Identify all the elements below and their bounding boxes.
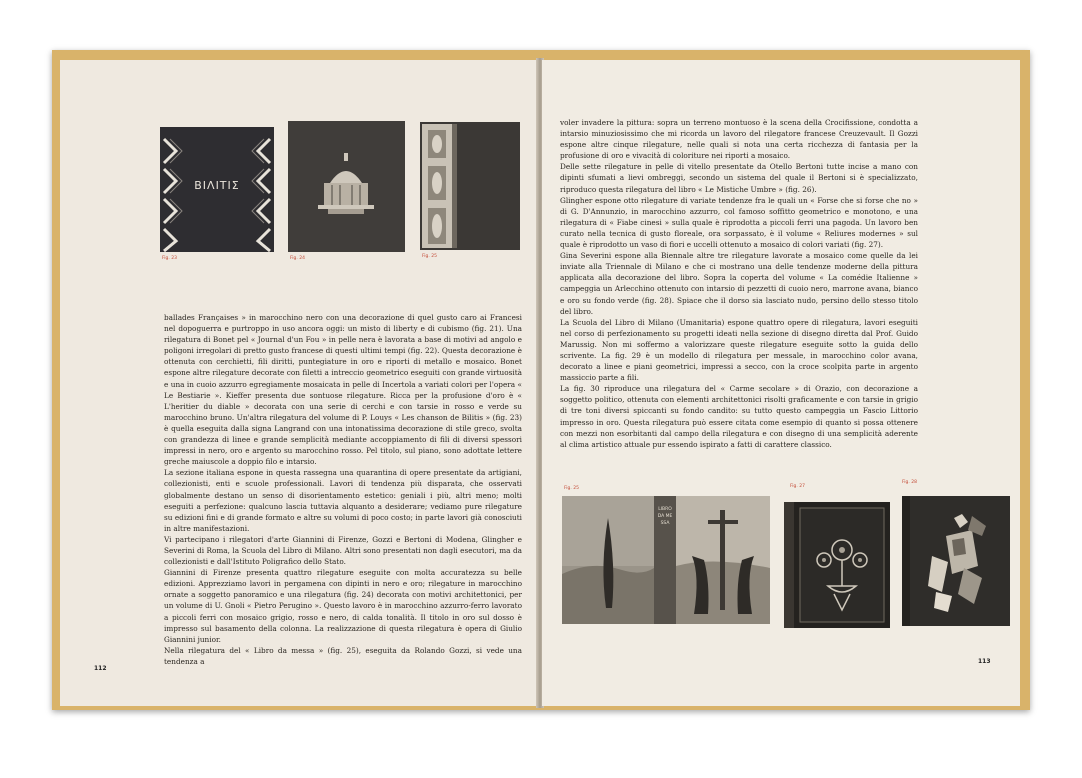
paragraph: La sezione italiana espone in questa rassegna una quarantina di opere presentate da artigiani, collezionisti, enti e scuole professionali. Lavori di tendenza più disparata, che osservati globalmente destano un senso di disorientamento estetico: geniali i più, altri meno; molti eseguiti a perfezione: qualcuno lascia tuttavia alquanto a desiderare; vediamo pure rilegature su edizioni fini e di grande formato e altre su volumi di poco costo; in parte lavori già conosciuti in altre manifestazioni. — [164, 468, 522, 533]
left-page — [60, 60, 538, 706]
paragraph: Nella rilegatura del « Libro da messa » (fig. 25), eseguita da Rolando Gozzi, si vede una tendenza a — [164, 645, 522, 666]
figure-harlequin-binding — [902, 496, 1010, 626]
page-number-left: 112 — [94, 665, 107, 672]
book-spread — [52, 50, 1030, 710]
paragraph: Glingher espone otto rilegature di variate tendenze fra le quali un « Forse che si forse che no » di G. D'Annunzio, in marocchino azzurro, col famoso soffitto geometrico e monotono, e una rilegatura di « Fiabe cinesi » sulla quale è riprodotta a piccoli ferri una pagoda. Un lavoro ben curato nella tecnica di gusto floreale, ora sorpassato, è il volume « Reliures modernes » sul quale è riprodotto un vaso di fiori e uccelli ottenuto a mosaico di colori variati (fig. 27). — [560, 195, 918, 250]
figure-bilitis-binding — [160, 127, 274, 252]
floral-vase-drawing — [784, 502, 890, 628]
figure-spine-panels — [420, 122, 520, 250]
caption-fig-28: Fig. 28 — [902, 480, 917, 485]
harlequin-drawing — [902, 496, 1010, 626]
paragraph: Giannini di Firenze presenta quattro rilegature eseguite con molta accuratezza su belle edizioni. Apprezziamo lavori in pergamena con dipinti in nero e oro; rilegature in marocchino ornate a soggetto panoramico e una rilegatura (fig. 24) decorata con motivi architettonici, per un volume di U. Gnoli « Pietro Perugino ». Questo lavoro è in marocchino azzurro-ferro lavorato a piccoli ferri con mosaico grigio, rosso e nero, di calda tonalità. Il titolo in oro sul dosso è impresso sul basamento della colonna. La realizzazione di questa rilegatura è opera di Giulio Giannini junior. — [164, 568, 522, 644]
caption-fig-23: Fig. 23 — [162, 256, 177, 261]
paragraph: Gina Severini espone alla Biennale altre tre rilegature lavorate a mosaico come quelle da lei inviate alla Triennale di Milano e che ci mostrano una delle tendenze moderne della pittura applicata alla decorazione del libro. Sopra la coperta del volume « La comédie Italienne » campeggia un Arlecchino ottenuto con intarsio di pezzetti di cuoio nero, marrone avana, bianco e oro su fondo verde (fig. 28). Spiace che il dorso sia lasciato nudo, persino dello stesso titolo del libro. — [560, 251, 918, 316]
caption-fig-25b: Fig. 25 — [564, 486, 579, 491]
spine-title: LIBRO DA MESSA — [657, 507, 673, 526]
spine-panels-drawing — [420, 122, 520, 250]
caption-fig-27: Fig. 27 — [790, 484, 805, 489]
bilitis-title: BIΛITIΣ — [194, 179, 240, 192]
paragraph: ballades Françaises » in marocchino nero con una decorazione di quel gusto caro ai Francesi nel dopoguerra e purtroppo in uso ancora oggi: un misto di liberty e di cubismo (fig. 21). Una rilegatura di Bonet pel « Journal d'un Fou » in pelle nera è lavorata a base di motivi ad angolo e poligoni irregolari di pretto gusto francese di questi ultimi tempi (fig. 22). Questa decorazione è ottenuta con cerchietti, fili diritti, puntegiature in oro e riporti di metallo e mosaico. Bonet espone altre rilegature decorate con filetti a intreccio geometrico eseguiti con grande virtuosità e una in cuoio azzurro egregiamente mosaicata in pelle di Incertola a variati colori per l'opera « Le Bestiarie ». Kieffer presenta due sontuose rilegature. Ricca per la profusione d'oro è « L'heritier du diable » decorata con una serie di cerchi e con tarsie in rosso e verde su marocchino bruno. Un'altra rilegatura del volume di P. Louys « Les chanson de Bilitis » (fig. 23) è quella eseguita dalla signa Langrand con una intonatissima decorazione di stile greco, svolta con grandezza di linee e grande semplicità mediante accoppiamento di fili di diversi spessori impressi in nero, oro e argento su marocchino rosso. Pel titolo, sul piano, sono adottate lettere greche maiuscole a doppio filo e intarsio. — [164, 313, 522, 467]
right-page — [542, 60, 1020, 706]
paragraph: Delle sette rilegature in pelle di vitello presentate da Otello Bertoni tutte incise a mano con dipinti sfumati a lievi ombreggi, secondo un sistema del quale il Bertoni si è specializzato, riproduco questa rilegatura del libro « Le Mistiche Umbre » (fig. 26). — [560, 162, 918, 194]
figure-architectural-binding — [288, 121, 405, 252]
figure-floral-binding — [784, 502, 890, 628]
figure-crucifixion-binding — [562, 496, 770, 624]
caption-fig-25: Fig. 25 — [422, 254, 437, 259]
paragraph: voler invadere la pittura: sopra un terreno montuoso è la scena della Crocifissione, condotta a intarsio minuziosissimo che mi ricorda un lavoro del rilegatore francese Creuzevault. Il Gozzi espone altre cinque rilegature, nelle quali si nota una certa ricchezza di fantasia per la profusione di oro e vivacità di coloriture nei riporti a mosaico. — [560, 118, 918, 161]
caption-fig-24: Fig. 24 — [290, 256, 305, 261]
left-body-text — [164, 312, 522, 667]
paragraph: La Scuola del Libro di Milano (Umanitaria) espone quattro opere di rilegatura, lavori eseguiti nel corso di perfezionamento su progetti ideati nella sezione di disegno diretta dal Prof. Guido Marussig. Non mi soffermo a valorizzare queste rilegature eseguite sotto la guida dello scrivente. La fig. 29 è un modello di rilegatura per messale, in marocchino color avana, decorato a linee e piani geometrici, impressi a secco, con la croce scolpita parte in argento massiccio parte a fili. — [560, 317, 918, 383]
right-body-text — [560, 117, 918, 450]
temple-drawing — [288, 121, 405, 252]
paragraph: Vi partecipano i rilegatori d'arte Giannini di Firenze, Gozzi e Bertoni di Modena, Glingher e Severini di Roma, la Scuola del Libro di Milano. Altri sono presentati non dagli esecutori, ma da collezionisti e dall'Istituto Poligrafico dello Stato. — [164, 534, 522, 567]
page-number-right: 113 — [978, 658, 991, 665]
paragraph: La fig. 30 riproduce una rilegatura del « Carme secolare » di Orazio, con decorazione a soggetto politico, ottenuta con elementi architettonici risolti graficamente e con tarsie in grigio di tre toni diversi spiccanti su fondo candito: su tutto questo campeggia un Fascio Littorio impresso in oro. Questa rilegatura può essere citata come esempio di quanto si possa ottenere con mezzi non esorbitanti dal campo della rilegatura e con disegno di una semplicità aderente al clima artistico attuale pur essendo ispirato a fatti di carattere classico. — [560, 384, 918, 449]
